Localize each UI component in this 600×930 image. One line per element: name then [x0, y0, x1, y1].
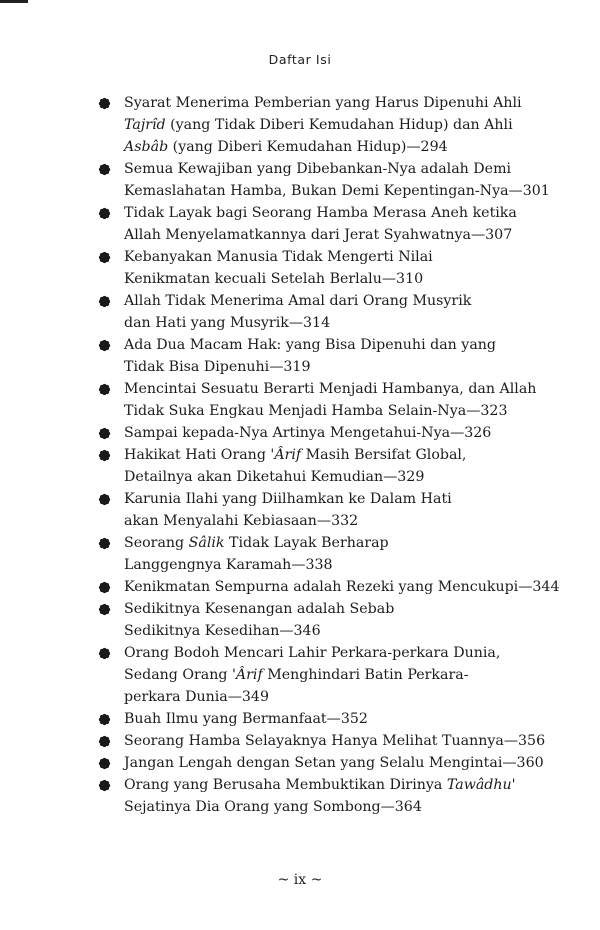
flower-bullet-icon	[98, 537, 111, 550]
toc-entry-line	[124, 488, 548, 510]
toc-entry-line	[124, 510, 548, 532]
toc-text: Sedikitnya Kesedihan—346	[124, 623, 321, 639]
flower-bullet-icon	[98, 207, 111, 220]
flower-bullet-icon	[98, 295, 111, 308]
toc-entry-line	[124, 532, 548, 554]
toc-text: Langgengnya Karamah—338	[124, 557, 333, 573]
toc-entry	[98, 334, 548, 378]
flower-bullet-icon	[98, 647, 111, 660]
toc-entry	[98, 246, 548, 290]
toc-entry-line	[124, 664, 548, 686]
toc-entry	[98, 92, 548, 158]
toc-entry-line	[124, 114, 548, 136]
toc-entry-line	[124, 422, 548, 444]
toc-entry-line	[124, 246, 548, 268]
toc-text: Hakikat Hati Orang	[124, 447, 271, 463]
toc-entry	[98, 422, 548, 444]
toc-entry-line	[124, 92, 548, 114]
toc-text: Masih Bersifat Global,	[301, 447, 467, 463]
toc-entry	[98, 576, 560, 598]
toc-text: Detailnya akan Diketahui Kemudian—329	[124, 469, 425, 485]
toc-entry-line	[124, 378, 548, 400]
toc-entry-line	[124, 444, 548, 466]
toc-text: Kebanyakan Manusia Tidak Mengerti Nilai	[124, 249, 433, 265]
toc-entry-line	[124, 268, 548, 290]
toc-italic-term: Asbâb	[124, 139, 169, 155]
toc-italic-term: 'Ârif	[232, 667, 263, 683]
crop-mark	[0, 0, 28, 3]
toc-entry	[98, 290, 548, 334]
flower-bullet-icon	[98, 449, 111, 462]
toc-text: Seorang Hamba Selayaknya Hanya Melihat Tuannya—356	[124, 733, 546, 749]
toc-text: Tidak Layak bagi Seorang Hamba Merasa Aneh ketika	[124, 205, 517, 221]
toc-text: Sampai kepada-Nya Artinya Mengetahui-Nya—326	[124, 425, 492, 441]
toc-entry	[98, 488, 548, 532]
toc-entry	[98, 158, 548, 202]
toc-text: Allah Menyelamatkannya dari Jerat Syahwatnya—307	[124, 227, 513, 243]
toc-text: Kenikmatan Sempurna adalah Rezeki yang Mencukupi—344	[124, 579, 560, 595]
toc-entry	[98, 532, 548, 576]
flower-bullet-icon	[98, 163, 111, 176]
toc-text: Buah Ilmu yang Bermanfaat—352	[124, 711, 368, 727]
toc-entry-line	[124, 620, 548, 642]
flower-bullet-icon	[98, 97, 111, 110]
toc-text: Kenikmatan kecuali Setelah Berlalu—310	[124, 271, 424, 287]
toc-entry-line	[124, 598, 548, 620]
toc-entry-line	[124, 642, 548, 664]
toc-entry-line	[124, 708, 548, 730]
toc-text: (yang Diberi Kemudahan Hidup)—294	[168, 139, 448, 155]
toc-text: (yang Tidak Diberi Kemudahan Hidup) dan Ahli	[165, 117, 513, 133]
toc-entry-line	[124, 796, 548, 818]
flower-bullet-icon	[98, 581, 111, 594]
flower-bullet-icon	[98, 383, 111, 396]
page-number: ~ ix ~	[277, 872, 323, 888]
toc-text: Tidak Layak Berharap	[224, 535, 389, 551]
toc-entry	[98, 202, 548, 246]
toc-entry-line	[124, 180, 548, 202]
toc-entry	[98, 598, 548, 642]
toc-text: Kemaslahatan Hamba, Bukan Demi Kepentingan-Nya—301	[124, 183, 550, 199]
toc-text: dan Hati yang Musyrik—314	[124, 315, 331, 331]
toc-text: akan Menyalahi Kebiasaan—332	[124, 513, 359, 529]
toc-text: Semua Kewajiban yang Dibebankan-Nya adalah Demi	[124, 161, 512, 177]
flower-bullet-icon	[98, 757, 111, 770]
toc-entry-line	[124, 686, 548, 708]
toc-entry-line	[124, 334, 548, 356]
toc-entry	[98, 752, 548, 774]
toc-text: Sejatinya Dia Orang yang Sombong—364	[124, 799, 422, 815]
toc-entry-line	[124, 202, 548, 224]
table-of-contents	[98, 92, 560, 818]
toc-entry-line	[124, 356, 548, 378]
toc-text: Menghindari Batin Perkara-	[262, 667, 469, 683]
toc-entry-line	[124, 466, 548, 488]
toc-italic-term: Sâlik	[188, 535, 225, 551]
toc-entry	[98, 444, 548, 488]
toc-italic-term: Tajrîd	[124, 117, 166, 133]
toc-entry-line	[124, 400, 548, 422]
toc-entry	[98, 730, 548, 752]
toc-entry-line	[124, 576, 560, 598]
toc-italic-term: 'Ârif	[270, 447, 302, 463]
toc-text: Orang Bodoh Mencari Lahir Perkara-perkara Dunia,	[124, 645, 501, 661]
toc-entry-line	[124, 136, 548, 158]
toc-entry-line	[124, 752, 548, 774]
toc-entry-line	[124, 730, 548, 752]
toc-text: Sedikitnya Kesenangan adalah Sebab	[124, 601, 395, 617]
toc-text: Seorang	[124, 535, 189, 551]
toc-entry	[98, 708, 548, 730]
toc-text: Ada Dua Macam Hak: yang Bisa Dipenuhi dan yang	[124, 337, 496, 353]
toc-entry-line	[124, 312, 548, 334]
toc-text: Tidak Bisa Dipenuhi—319	[124, 359, 311, 375]
toc-text: Sedang Orang	[124, 667, 232, 683]
flower-bullet-icon	[98, 339, 111, 352]
toc-italic-term: Tawâdhu'	[446, 777, 516, 793]
toc-entry	[98, 378, 548, 422]
page-header: Daftar Isi	[268, 52, 332, 67]
toc-entry	[98, 774, 548, 818]
flower-bullet-icon	[98, 735, 111, 748]
flower-bullet-icon	[98, 603, 111, 616]
toc-text: Syarat Menerima Pemberian yang Harus Dipenuhi Ahli	[124, 95, 522, 111]
toc-entry-line	[124, 290, 548, 312]
toc-text: Karunia Ilahi yang Diilhamkan ke Dalam Hati	[124, 491, 452, 507]
flower-bullet-icon	[98, 493, 111, 506]
toc-entry-line	[124, 774, 548, 796]
flower-bullet-icon	[98, 713, 111, 726]
toc-text: perkara Dunia—349	[124, 689, 269, 705]
toc-entry-line	[124, 224, 548, 246]
toc-text: Mencintai Sesuatu Berarti Menjadi Hambanya, dan Allah	[124, 381, 537, 397]
flower-bullet-icon	[98, 251, 111, 264]
toc-text: Orang yang Berusaha Membuktikan Dirinya	[124, 777, 447, 793]
flower-bullet-icon	[98, 427, 111, 440]
toc-text: Tidak Suka Engkau Menjadi Hamba Selain-Nya—323	[124, 403, 508, 419]
toc-entry-line	[124, 554, 548, 576]
toc-entry	[98, 642, 548, 708]
toc-entry-line	[124, 158, 548, 180]
flower-bullet-icon	[98, 779, 111, 792]
toc-text: Jangan Lengah dengan Setan yang Selalu Mengintai—360	[124, 755, 544, 771]
toc-text: Allah Tidak Menerima Amal dari Orang Musyrik	[124, 293, 472, 309]
